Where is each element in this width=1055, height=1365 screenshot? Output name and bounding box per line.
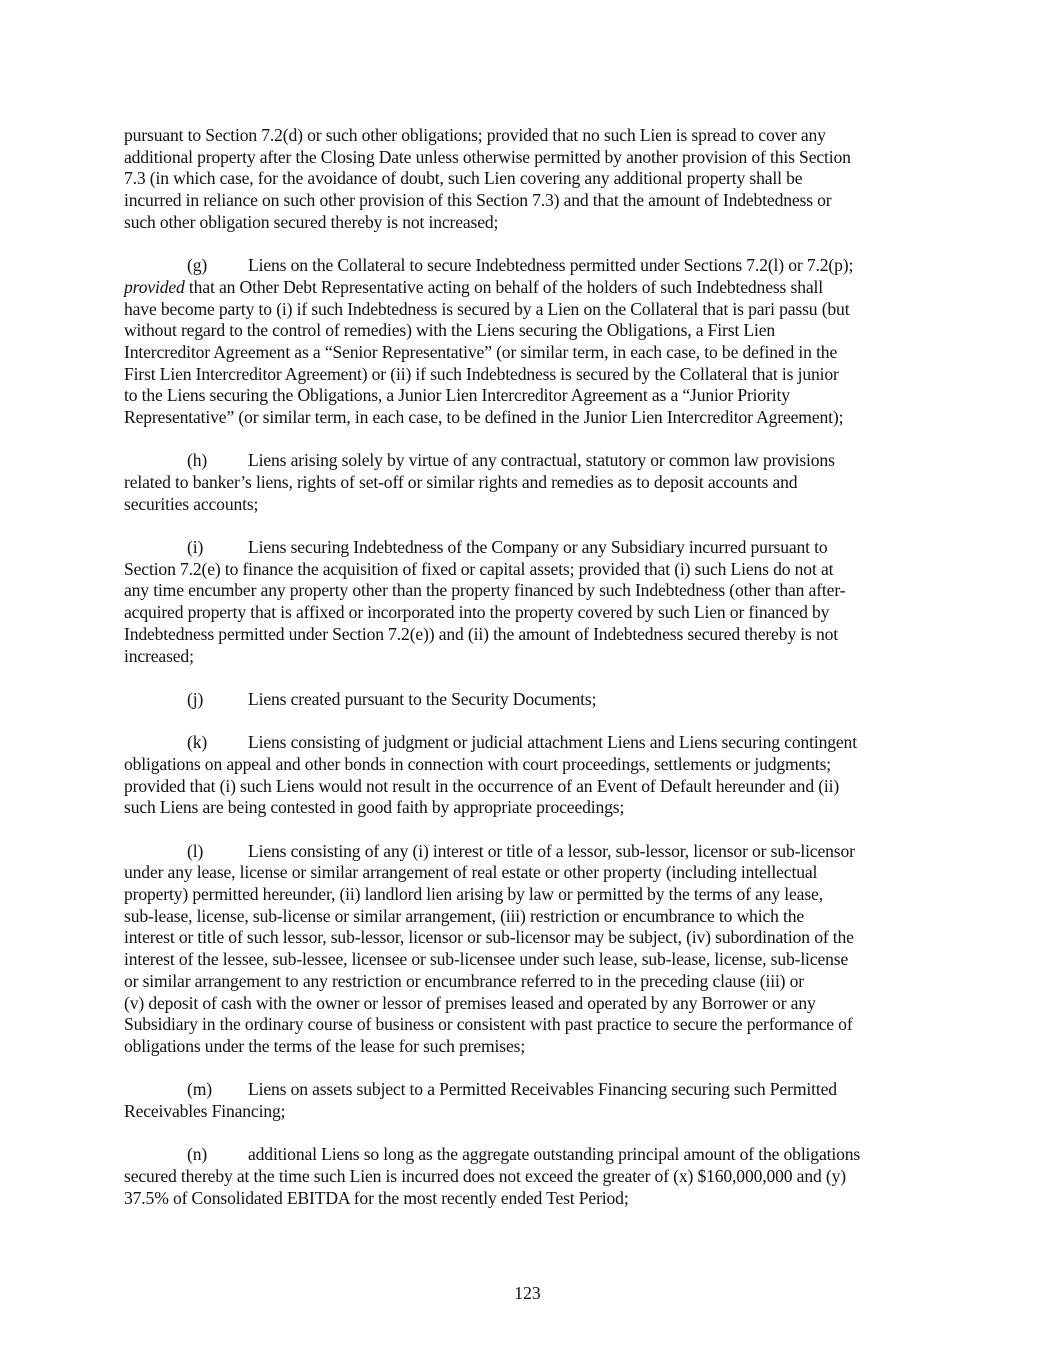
text-line: (v) deposit of cash with the owner or lessor of premises leased and operated by any Borrower or any — [124, 992, 816, 1013]
text-line: to the Liens securing the Obligations, a Junior Lien Intercreditor Agreement as a “Junior Priority — [124, 385, 790, 406]
clause-text: that an Other Debt Representative acting on behalf of the holders of such Indebtedness shall — [184, 276, 823, 297]
text-line: increased; — [124, 645, 194, 666]
text-line: Receivables Financing; — [124, 1100, 286, 1121]
text-line: have become party to (i) if such Indebtedness is secured by a Lien on the Collateral that is pari passu (but — [124, 298, 850, 319]
clause-text: Liens consisting of any (i) interest or title of a lessor, sub-lessor, licensor or sub-licensor — [248, 840, 855, 861]
clause-label: (k) — [187, 732, 208, 753]
text-line: Section 7.2(e) to finance the acquisition of fixed or capital assets; provided that (i) such Liens do not at — [124, 558, 834, 579]
clause-label: (h) — [187, 450, 208, 471]
text-line: such Liens are being contested in good faith by appropriate proceedings; — [124, 797, 625, 818]
paragraph-g — [124, 255, 934, 429]
clause-label: (m) — [187, 1079, 212, 1100]
paragraph-h — [124, 450, 934, 515]
clause-label: (l) — [187, 840, 204, 861]
paragraph-j — [124, 689, 934, 711]
text-line: property) permitted hereunder, (ii) landlord lien arising by law or permitted by the terms of any lease, — [124, 884, 823, 905]
text-line: pursuant to Section 7.2(d) or such other obligations; provided that no such Lien is spread to cover any — [124, 125, 826, 145]
text-line: acquired property that is affixed or incorporated into the property covered by such Lien or financed by — [124, 602, 830, 623]
clause-text: Liens securing Indebtedness of the Company or any Subsidiary incurred pursuant to — [248, 537, 828, 558]
clause-label: (j) — [187, 688, 204, 709]
clause-first-line — [124, 450, 934, 472]
paragraph-n — [124, 1144, 934, 1209]
text-line: 37.5% of Consolidated EBITDA for the most recently ended Test Period; — [124, 1187, 629, 1208]
text-line: obligations under the terms of the lease for such premises; — [124, 1035, 526, 1056]
text-line: or similar arrangement to any restriction or encumbrance referred to in the preceding clause (iii) or — [124, 970, 804, 991]
clause-text: Liens consisting of judgment or judicial attachment Liens and Liens securing contingent — [248, 732, 857, 753]
text-line: obligations on appeal and other bonds in connection with court proceedings, settlements or judgments; — [124, 753, 832, 774]
clause-first-line — [124, 689, 934, 711]
text-line: provided that (i) such Liens would not result in the occurrence of an Event of Default hereunder and (ii) — [124, 775, 840, 796]
clause-label: (i) — [187, 537, 204, 558]
clause-label: (n) — [187, 1144, 208, 1165]
clause-text: Liens on assets subject to a Permitted Receivables Financing securing such Permitted — [248, 1079, 837, 1100]
clause-first-line — [124, 841, 934, 863]
text-line: sub-lease, license, sub-license or similar arrangement, (iii) restriction or encumbrance to which the — [124, 905, 805, 926]
page-number: 123 — [514, 1283, 541, 1303]
clause-text: Liens created pursuant to the Security Documents; — [248, 688, 597, 709]
text-line — [124, 277, 934, 299]
text-line: Indebtedness permitted under Section 7.2(e)) and (ii) the amount of Indebtedness secured thereby is not — [124, 623, 838, 644]
text-line: First Lien Intercreditor Agreement) or (ii) if such Indebtedness is secured by the Collateral that is junior — [124, 363, 839, 384]
text-line: additional property after the Closing Date unless otherwise permitted by another provision of this Section — [124, 146, 851, 167]
clause-first-line — [124, 537, 934, 559]
paragraph-continuation — [124, 125, 934, 233]
document-page — [124, 125, 934, 1231]
clause-first-line — [124, 255, 934, 277]
text-line: incurred in reliance on such other provision of this Section 7.3) and that the amount of Indebtedness or — [124, 190, 832, 211]
text-line: such other obligation secured thereby is not increased; — [124, 211, 499, 232]
paragraph-k — [124, 732, 934, 819]
clause-label: (g) — [187, 255, 208, 276]
text-line: securities accounts; — [124, 493, 259, 514]
clause-text: additional Liens so long as the aggregate outstanding principal amount of the obligations — [248, 1144, 861, 1165]
italic-term: provided — [124, 276, 185, 297]
paragraph-i — [124, 537, 934, 667]
text-line: under any lease, license or similar arrangement of real estate or other property (including intellectual — [124, 862, 818, 883]
text-line: any time encumber any property other than the property financed by such Indebtedness (other than after- — [124, 580, 846, 601]
text-line: Representative” (or similar term, in each case, to be defined in the Junior Lien Intercreditor Agreement); — [124, 406, 844, 427]
text-line: 7.3 (in which case, for the avoidance of doubt, such Lien covering any additional property shall be — [124, 168, 803, 189]
clause-first-line — [124, 1079, 934, 1101]
text-line: interest or title of such lessor, sub-lessor, licensor or sub-licensor may be subject, (iv) subordination of the — [124, 927, 854, 948]
text-line: Subsidiary in the ordinary course of business or consistent with past practice to secure the performance of — [124, 1014, 853, 1035]
text-line: related to banker’s liens, rights of set-off or similar rights and remedies as to deposit accounts and — [124, 472, 798, 492]
paragraph-m — [124, 1079, 934, 1122]
text-line: Intercreditor Agreement as a “Senior Representative” (or similar term, in each case, to be defined in the — [124, 341, 838, 362]
clause-first-line — [124, 1144, 934, 1166]
clause-text: Liens on the Collateral to secure Indebtedness permitted under Sections 7.2(l) or 7.2(p); — [248, 255, 854, 276]
text-line: interest of the lessee, sub-lessee, licensee or sub-licensee under such lease, sub-lease, license, sub-license — [124, 949, 849, 970]
paragraph-l — [124, 841, 934, 1058]
text-line: without regard to the control of remedies) with the Liens securing the Obligations, a First Lien — [124, 320, 776, 341]
text-line: secured thereby at the time such Lien is incurred does not exceed the greater of (x) $160,000,000 and (y) — [124, 1166, 846, 1186]
clause-text: Liens arising solely by virtue of any contractual, statutory or common law provisions — [248, 450, 835, 471]
clause-first-line — [124, 732, 934, 754]
